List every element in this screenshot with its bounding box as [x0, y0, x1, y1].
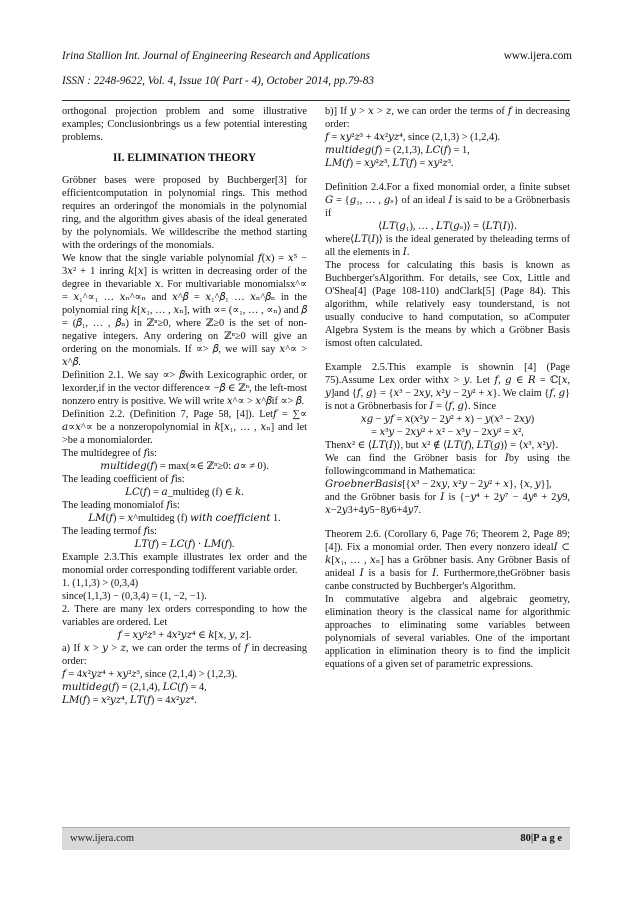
paragraph: 𝑚𝑢𝑙𝑡𝑖𝑑𝑒𝑔(𝑓) = (2,1,3), 𝐿𝐶(𝑓) = 1, [325, 145, 470, 156]
paragraph [325, 517, 570, 528]
paragraph: 𝑓 = 𝑥𝑦²𝑧³ + 4𝑥²𝑦𝑧⁴, since (2,1,3) > (1,2,4). [325, 132, 501, 143]
paragraph: We can find the Gröbner basis for 𝐼by using the followingcommand in Mathematica: [325, 453, 570, 477]
paragraph: b)] If 𝑦 > 𝑥 > 𝑧, we can order the terms of 𝑓 in decreasing order: [325, 106, 570, 130]
paragraph: The leading monomialof 𝑓is: [62, 500, 180, 511]
paragraph: where⟨𝐿𝑇(𝐼)⟩ is the ideal generated by theleading terms of all the elements in 𝐼. [325, 234, 570, 258]
footer-url[interactable]: www.ijera.com [70, 833, 135, 844]
paragraph: II. ELIMINATION THEORY [112, 152, 257, 164]
paragraph: The leading coefficient of 𝑓is: [62, 474, 185, 485]
paragraph: since(1,1,3) − (0,3,4) = (1, −2, −1). [62, 591, 207, 602]
paragraph: 𝑥𝑔 − 𝑦𝑓 = 𝑥(𝑥²𝑦 − 2𝑦² + 𝑥) − 𝑦(𝑥³ − 2𝑥𝑦) [360, 414, 535, 425]
header-rule [62, 100, 570, 101]
header-url[interactable]: www.ijera.com [503, 50, 572, 62]
paragraph: 𝑓 = 4𝑥²𝑦𝑧⁴ + 𝑥𝑦²𝑧³, since (2,1,4) > (1,2,3). [62, 669, 238, 680]
page-footer [62, 827, 570, 850]
paragraph: Gröbner bases were proposed by Buchberger[3] for efficientcomputation in polynomial rings. This method requires an orderingof the monomials in the polynomial ring, and the algorithm gives abasis of the ideal generated by the polynomials. We willdescribe the method starting with the orderings of the monomials. [62, 175, 307, 251]
left-column [62, 105, 307, 707]
paragraph: Then𝑥² ∈ ⟨𝐿𝑇(𝐼)⟩, but 𝑥² ∉ ⟨𝐿𝑇(𝑓), 𝐿𝑇(𝑔)⟩ = ⟨𝑥³, 𝑥²𝑦⟩. [325, 440, 559, 451]
paragraph: 2. There are many lex orders corresponding to how the variables are ordered. Let [62, 604, 307, 628]
paragraph [325, 350, 570, 361]
paragraph: 𝐿𝑀(𝑓) = 𝑥𝑦²𝑧³, 𝐿𝑇(𝑓) = 𝑥𝑦²𝑧³. [325, 158, 454, 169]
paragraph: a) If 𝑥 > 𝑦 > 𝑧, we can order the terms of 𝑓 in decreasing order: [62, 643, 307, 667]
page-number: 80|P a g e [520, 833, 562, 844]
paragraph: 𝐺𝑟𝑜𝑒𝑏𝑛𝑒𝑟𝐵𝑎𝑠𝑖𝑠[{𝑥³ − 2𝑥𝑦, 𝑥²𝑦 − 2𝑦² + 𝑥}, {𝑥, 𝑦}], [325, 479, 552, 490]
paragraph: Example 2.5.This example is shownin [4] (Page 75).Assume Lex order with𝑥 > 𝑦. Let 𝑓, 𝑔 ∈ 𝑅 = ℂ[𝑥, 𝑦]and {𝑓, 𝑔} = {𝑥³ − 2𝑥𝑦, 𝑥²𝑦 − 2𝑦² + 𝑥}. We claim {𝑓, 𝑔} is not a Gröbnerbasis for 𝐼 = ⟨𝑓, 𝑔⟩. Since [325, 362, 570, 412]
right-column [325, 105, 570, 671]
paragraph: The multidegree of 𝑓is: [62, 448, 158, 459]
journal-header: Irina Stallion Int. Journal of Engineering Research and Applications [62, 50, 370, 62]
paragraph: Theorem 2.6. (Corollary 6, Page 76; Theorem 2, Page 89; [4]). Fix a monomial order. Then every nonzero ideal𝐼 ⊂ 𝑘[𝑥₁, … , 𝑥ₙ] has a Gröbner basis. Any Gröbner Basis of anideal 𝐼 is a basis for 𝐼. Furthermore,theGröbner basis canbe constructed by Buchberger's Algorithm. [325, 529, 570, 592]
issn-line: ISSN : 2248-9622, Vol. 4, Issue 10( Part - 4), October 2014, pp.79-83 [62, 75, 374, 87]
paragraph: 𝐿𝑇(𝑓) = 𝐿𝐶(𝑓) ⋅ 𝐿𝑀(𝑓). [134, 539, 235, 550]
paragraph: Definition 2.2. (Definition 7, Page 58, [4]). Let𝑓 = ∑∝ 𝑎∝𝑥^∝ be a nonzeropolynomial in 𝑘[𝑥₁, … , 𝑥ₙ] and let >be a monomialorder. [62, 409, 307, 446]
paragraph: Definition 2.4.For a fixed monomial order, a finite subset 𝐺 = {𝑔₁, … , 𝑔ₛ} of an ideal 𝐼 is said to be a Gröbnerbasis if [325, 182, 570, 219]
paragraph [325, 170, 570, 181]
paragraph: 𝑚𝑢𝑙𝑡𝑖𝑑𝑒𝑔(𝑓) = max(∝∈ ℤⁿ≥0: 𝑎∝ ≠ 0). [100, 461, 269, 472]
paragraph: 𝑓 = 𝑥𝑦²𝑧³ + 4𝑥²𝑦𝑧⁴ ∈ 𝑘[𝑥, 𝑦, 𝑧]. [117, 630, 252, 641]
paragraph: Definition 2.1. We say ∝> 𝛽with Lexicographic order, or lexorder,if in the vector difference∝ −𝛽 ∈ ℤⁿ, the left-most nonzero entry is positive. We will write 𝑥^∝ > 𝑥^𝛽if ∝> 𝛽. [62, 370, 307, 407]
paragraph: and the Gröbner basis for 𝐼 is {−𝑦⁴ + 2𝑦⁷ − 4𝑦⁸ + 2𝑦9, 𝑥−2𝑦3+4𝑦5−8𝑦6+4𝑦7. [325, 492, 570, 516]
paragraph: 𝐿𝐶(𝑓) = 𝑎_multideg (f) ∈ 𝑘. [125, 487, 244, 498]
paragraph: 𝐿𝑀(𝑓) = 𝑥²𝑦𝑧⁴, 𝐿𝑇(𝑓) = 4𝑥²𝑦𝑧⁴. [62, 695, 197, 706]
paragraph: 𝐿𝑀(𝑓) = 𝑥^multideg (f) 𝑤𝑖𝑡ℎ 𝑐𝑜𝑒𝑓𝑓𝑖𝑐𝑖𝑒𝑛𝑡 1. [88, 513, 281, 524]
paragraph: = 𝑥³𝑦 − 2𝑥𝑦² + 𝑥² − 𝑥³𝑦 − 2𝑥𝑦² = 𝑥², [371, 427, 524, 438]
paragraph: In commutative algebra and algebraic geometry, elimination theory is the classical name for algorithmic approaches to eliminating some variables between polynomials of several variables. One of the important application in elimination theory is to find the implicit equations of a given set of parametric expressions. [325, 594, 570, 670]
paragraph: ⟨𝐿𝑇(𝑔₁), … , 𝐿𝑇(𝑔ₛ)⟩ = ⟨𝐿𝑇(𝐼)⟩. [378, 221, 517, 232]
paragraph: 1. (1,1,3) > (0,3,4) [62, 578, 139, 589]
paragraph: orthogonal projection problem and some illustrative examples; Conclusionbrings us a few potential interesting problems. [62, 106, 307, 143]
paragraph: We know that the single variable polynomial 𝑓(𝑥) = 𝑥⁵ − 3𝑥² + 1 inring 𝑘[𝑥] is written in decreasing order of the degree in thevariable 𝑥. For multivariable monomialsx^∝ = 𝑥₁^∝₁ … 𝑥ₙ^∝ₙ and 𝑥^𝛽 = 𝑥₁^𝛽₁ … 𝑥ₙ^𝛽ₙ in the polynomial ring 𝑘[𝑥₁, … , 𝑥ₙ], with ∝= (∝₁, … , ∝ₙ) and 𝛽 = (𝛽₁, … , 𝛽ₙ) in ℤⁿ≥0, where ℤ≥0 is the set of non-negative integers. Any ordering on ℤⁿ≥0 will give an ordering on the monomials. If ∝> 𝛽, we will say 𝑥^∝ > 𝑥^𝛽. [62, 253, 307, 368]
paragraph: 𝑚𝑢𝑙𝑡𝑖𝑑𝑒𝑔(𝑓) = (2,1,4), 𝐿𝐶(𝑓) = 4, [62, 682, 207, 693]
paragraph: Example 2.3.This example illustrates lex order and the monomial order corresponding todifferent variable order. [62, 552, 307, 576]
paragraph: The process for calculating this basis is known as Buchberger'sAlgorithm. For details, see Cox, Little and O'Shea[4] (Page 108-110) andClark[5] (Page 84). This algorithm, while relatively easy tounderstand, is not usually conducive to hand computation, so aComputer Algebra System is the means by which a Gröbner Basis ismost often calculated. [325, 260, 570, 349]
paragraph: The leading termof 𝑓is: [62, 526, 158, 537]
